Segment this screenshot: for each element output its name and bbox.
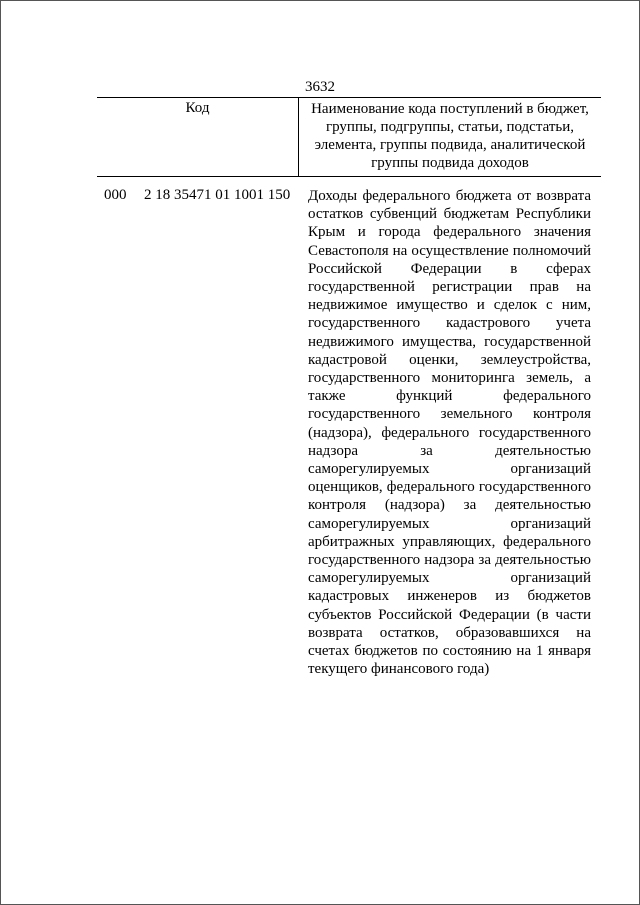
- row-code: 2 18 35471 01 1001 150: [144, 187, 291, 203]
- header-code-cell: Код: [97, 98, 299, 176]
- page-number: 3632: [305, 79, 335, 95]
- row-prefix: 000: [104, 187, 127, 203]
- header-name-cell: Наименование кода поступлений в бюджет, группы, подгруппы, статьи, подстатьи, элемента, группы подвида, аналитической группы подвида доходов: [311, 101, 589, 171]
- table-header: [97, 97, 601, 177]
- row-name: Доходы федерального бюджета от возврата остатков субвенций бюджетам Республики Крым и города федерального значения Севастополя на осуществление полномочий Российской Федерации в сферах государственной регистрации прав на недвижимое имущество и сделок с ним, государственного кадастрового учета недвижимого имущества, государственной кадастровой оценки, землеустройства, государственного мониторинга земель, а также функций федерального государственного земельного контроля (надзора), федерального государственного надзора за деятельностью саморегулируемых организаций оценщиков, федерального государственного контроля (надзора) за деятельностью саморегулируемых организаций арбитражных управляющих, федерального государственного надзора за деятельностью саморегулируемых организаций кадастровых инженеров из бюджетов субъектов Российской Федерации (в части возврата остатков, образовавшихся на счетах бюджетов по состоянию на 1 января текущего финансового года): [308, 188, 591, 678]
